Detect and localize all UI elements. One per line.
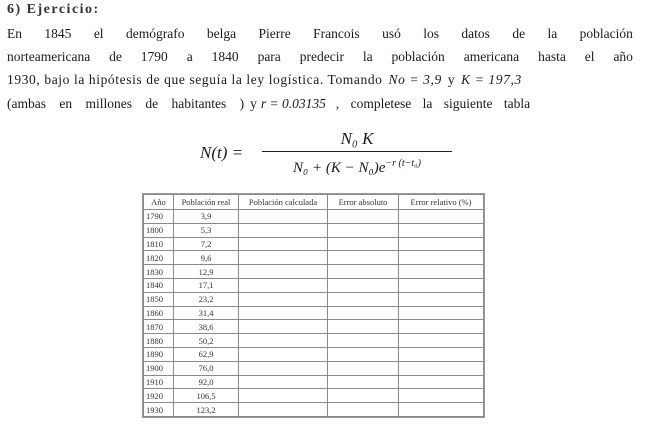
year-cell: 1840 — [144, 278, 174, 292]
calculated-population-cell[interactable] — [239, 389, 328, 403]
calculated-population-cell[interactable] — [239, 292, 328, 306]
absolute-error-cell[interactable] — [328, 375, 399, 389]
relative-error-cell[interactable] — [399, 237, 484, 251]
absolute-error-cell[interactable] — [328, 292, 399, 306]
real-population-cell: 92,0 — [174, 375, 239, 389]
r-value: r = 0.03135 — [260, 96, 326, 111]
calculated-population-cell[interactable] — [239, 278, 328, 292]
year-cell: 1880 — [144, 334, 174, 348]
line2-word: americana — [463, 49, 520, 64]
table-body — [144, 210, 484, 417]
table-row — [144, 292, 484, 306]
real-population-cell: 9,6 — [174, 251, 239, 265]
calculated-population-cell[interactable] — [239, 403, 328, 417]
absolute-error-cell[interactable] — [328, 361, 399, 375]
table-row — [144, 334, 484, 348]
relative-error-cell[interactable] — [399, 278, 484, 292]
absolute-error-cell[interactable] — [328, 265, 399, 279]
line2-word: para — [257, 49, 281, 64]
calculated-population-cell[interactable] — [239, 223, 328, 237]
calculated-population-cell[interactable] — [239, 375, 328, 389]
line1-word: de — [512, 26, 526, 41]
absolute-error-cell[interactable] — [328, 403, 399, 417]
year-cell: 1850 — [144, 292, 174, 306]
line1-word: datos — [461, 26, 490, 41]
header-real-population: Población real — [174, 195, 239, 210]
formula-denominator-wrap — [262, 153, 452, 175]
absolute-error-cell[interactable] — [328, 389, 399, 403]
line1-word: 1845 — [44, 26, 72, 41]
real-population-cell: 76,0 — [174, 361, 239, 375]
absolute-error-cell[interactable] — [328, 306, 399, 320]
relative-error-cell[interactable] — [399, 292, 484, 306]
real-population-cell: 50,2 — [174, 334, 239, 348]
population-table — [143, 194, 484, 417]
line2-word: el — [584, 49, 595, 64]
header-calculated-population: Población calculada — [239, 195, 328, 210]
table-row — [144, 320, 484, 334]
table-row — [144, 375, 484, 389]
year-cell: 1860 — [144, 306, 174, 320]
line1-word: los — [423, 26, 439, 41]
table-row — [144, 389, 484, 403]
year-cell: 1870 — [144, 320, 174, 334]
paragraph-line-1 — [7, 24, 633, 44]
calculated-population-cell[interactable] — [239, 320, 328, 334]
relative-error-cell[interactable] — [399, 265, 484, 279]
table-row — [144, 347, 484, 361]
absolute-error-cell[interactable] — [328, 347, 399, 361]
real-population-cell: 3,9 — [174, 210, 239, 224]
calculated-population-cell[interactable] — [239, 347, 328, 361]
paragraph-line-4-and: y — [250, 96, 257, 111]
line1-word: demógrafo — [125, 26, 185, 41]
calculated-population-cell[interactable] — [239, 265, 328, 279]
header-relative-error: Error relativo (%) — [399, 195, 484, 210]
absolute-error-cell[interactable] — [328, 320, 399, 334]
absolute-error-cell[interactable] — [328, 223, 399, 237]
population-table-wrap — [142, 193, 485, 418]
year-cell: 1930 — [144, 403, 174, 417]
formula-numerator: N₀ K — [340, 129, 374, 148]
line1-word: usó — [382, 26, 401, 41]
absolute-error-cell[interactable] — [328, 334, 399, 348]
line1-word: la — [547, 26, 558, 41]
table-row — [144, 210, 484, 224]
relative-error-cell[interactable] — [399, 320, 484, 334]
line2-word: de — [109, 49, 122, 64]
calculated-population-cell[interactable] — [239, 210, 328, 224]
calculated-population-cell[interactable] — [239, 306, 328, 320]
paragraph-line-2 — [7, 47, 633, 67]
line2-word: 1790 — [140, 49, 168, 64]
real-population-cell: 23,2 — [174, 292, 239, 306]
real-population-cell: 62,9 — [174, 347, 239, 361]
year-cell: 1810 — [144, 237, 174, 251]
formula-exponent: −r (t−t₀) — [385, 158, 421, 169]
line1-word: el — [93, 26, 104, 41]
line2-word: norteamericana — [7, 49, 91, 64]
real-population-cell: 7,2 — [174, 237, 239, 251]
relative-error-cell[interactable] — [399, 347, 484, 361]
line2-word: población — [391, 49, 445, 64]
table-header-row — [144, 195, 484, 210]
table-row — [144, 278, 484, 292]
line2-word: a — [186, 49, 193, 64]
table-row — [144, 361, 484, 375]
year-cell: 1820 — [144, 251, 174, 265]
relative-error-cell[interactable] — [399, 361, 484, 375]
table-row — [144, 223, 484, 237]
absolute-error-cell[interactable] — [328, 210, 399, 224]
year-cell: 1790 — [144, 210, 174, 224]
header-year: Año — [144, 195, 174, 210]
paragraph-line-4-instruction: , completese la siguiente tabla — [335, 96, 531, 111]
year-cell: 1890 — [144, 347, 174, 361]
line2-word: la — [362, 49, 373, 64]
year-cell: 1900 — [144, 361, 174, 375]
real-population-cell: 106,5 — [174, 389, 239, 403]
real-population-cell: 38,6 — [174, 320, 239, 334]
table-row — [144, 403, 484, 417]
table-row — [144, 265, 484, 279]
line1-word: belga — [206, 26, 237, 41]
formula-fraction — [262, 128, 452, 175]
fraction-bar — [262, 151, 452, 152]
line2-word: 1840 — [211, 49, 239, 64]
line2-word: año — [613, 49, 633, 64]
absolute-error-cell[interactable] — [328, 278, 399, 292]
line1-word: población — [579, 26, 633, 41]
paragraph-line-4-units: (ambas en millones de habitantes ) — [7, 96, 245, 111]
calculated-population-cell[interactable] — [239, 361, 328, 375]
relative-error-cell[interactable] — [399, 223, 484, 237]
formula-lhs: N(t) = — [200, 143, 244, 162]
real-population-cell: 123,2 — [174, 403, 239, 417]
absolute-error-cell[interactable] — [328, 251, 399, 265]
relative-error-cell[interactable] — [399, 306, 484, 320]
relative-error-cell[interactable] — [399, 375, 484, 389]
paragraph-line-3-and: y — [447, 72, 456, 87]
line1-word: Francois — [313, 26, 360, 41]
table-row — [144, 251, 484, 265]
real-population-cell: 12,9 — [174, 265, 239, 279]
relative-error-cell[interactable] — [399, 334, 484, 348]
line1-word: Pierre — [258, 26, 291, 41]
real-population-cell: 17,1 — [174, 278, 239, 292]
line2-word: predecir — [299, 49, 344, 64]
relative-error-cell[interactable] — [399, 210, 484, 224]
year-cell: 1800 — [144, 223, 174, 237]
relative-error-cell[interactable] — [399, 389, 484, 403]
paragraph-line-3 — [7, 70, 633, 90]
calculated-population-cell[interactable] — [239, 237, 328, 251]
no-value: No = 3,9 — [388, 72, 442, 87]
relative-error-cell[interactable] — [399, 251, 484, 265]
k-value: K = 197,3 — [461, 72, 522, 87]
line2-word: hasta — [538, 49, 566, 64]
paragraph-line-4 — [7, 94, 633, 114]
year-cell: 1910 — [144, 375, 174, 389]
calculated-population-cell[interactable] — [239, 334, 328, 348]
year-cell: 1830 — [144, 265, 174, 279]
relative-error-cell[interactable] — [399, 403, 484, 417]
formula-denominator: N₀ + (K − N₀)e — [293, 160, 386, 176]
paragraph-line-3-text: 1930, bajo la hipótesis de que seguía la ley logística. Tomando — [7, 72, 387, 87]
logistic-formula — [200, 128, 460, 176]
real-population-cell: 31,4 — [174, 306, 239, 320]
calculated-population-cell[interactable] — [239, 251, 328, 265]
header-absolute-error: Error absoluto — [328, 195, 399, 210]
absolute-error-cell[interactable] — [328, 237, 399, 251]
year-cell: 1920 — [144, 389, 174, 403]
exercise-heading: 6) Ejercicio: — [7, 2, 100, 17]
table-row — [144, 237, 484, 251]
line1-word: En — [7, 26, 22, 41]
real-population-cell: 5,3 — [174, 223, 239, 237]
table-row — [144, 306, 484, 320]
